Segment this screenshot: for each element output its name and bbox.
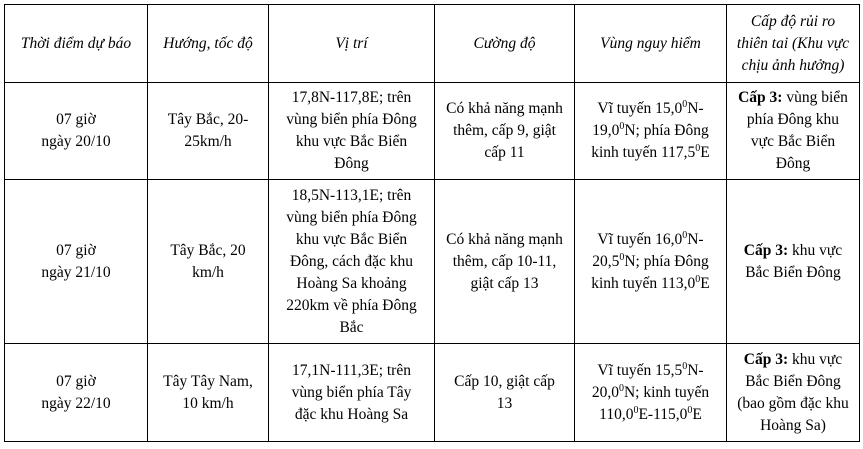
danger-line: 19,0$^0$N; phía Đông <box>592 121 709 139</box>
cell-intensity <box>435 180 575 344</box>
position-line: đặc khu Hoàng Sa <box>294 405 409 423</box>
header-risk-line: Cấp độ rủi ro <box>750 12 836 30</box>
cell-time <box>5 344 148 442</box>
danger-line: 20,0$^0$N; kinh tuyến <box>591 382 710 401</box>
position-line: 220km về phía Đông <box>286 296 417 314</box>
header-row <box>5 5 860 83</box>
time-line: ngày 20/10 <box>41 133 111 150</box>
risk-line: (bao gồm đặc khu <box>737 394 849 412</box>
direction-line: Tây Tây Nam, <box>163 372 253 390</box>
position-line: khu vực Bắc Biển <box>295 133 408 150</box>
risk-line: Cấp 3: vùng biển <box>738 89 848 106</box>
time-line: 07 giờ <box>56 111 96 128</box>
danger-line: 20,5$^0$N; phía Đông <box>592 251 709 270</box>
risk-line: Bắc Biển Đông <box>745 372 841 390</box>
cell-danger-zone <box>575 180 727 344</box>
risk-line: Cấp 3: khu vực <box>743 241 843 259</box>
position-line: vùng biển phía Đông <box>286 111 417 128</box>
cell-position <box>269 344 435 442</box>
intensity-line: thêm, cấp 10-11, <box>452 252 557 270</box>
risk-level: Cấp 3: <box>738 89 783 106</box>
cell-time <box>5 180 148 344</box>
direction-line: 10 km/h <box>182 394 234 412</box>
direction-line: 25km/h <box>184 133 232 150</box>
position-line: Bắc <box>339 318 364 336</box>
position-line: 17,8N-117,8E; trên <box>291 89 412 106</box>
direction-line: km/h <box>192 263 224 281</box>
cell-risk <box>727 83 860 180</box>
header-danger-zone: Vùng nguy hiểm <box>575 5 727 83</box>
danger-line: 110,0$^0$E-115,0$^0$E <box>599 404 702 423</box>
risk-level: Cấp 3: <box>743 241 789 259</box>
cell-intensity <box>435 344 575 442</box>
header-risk-line: thiên tai (Khu vực <box>736 34 850 52</box>
position-line: 17,1N-111,3E; trên <box>292 361 411 379</box>
cell-danger-zone <box>575 83 727 180</box>
risk-line: Đông <box>775 155 811 172</box>
cell-direction <box>148 344 269 442</box>
time-line: ngày 22/10 <box>41 394 111 412</box>
cell-position <box>269 83 435 180</box>
risk-line: Cấp 3: khu vực <box>743 350 843 368</box>
danger-line: Vĩ tuyến 15,5$^0$N- <box>597 360 704 379</box>
danger-line: Vĩ tuyến 15,0$^0$N- <box>597 99 704 117</box>
position-line: 18,5N-113,1E; trên <box>291 186 412 204</box>
intensity-line: Có khả năng mạnh <box>446 230 563 248</box>
risk-line: vực Bắc Biển <box>750 133 836 150</box>
table-row <box>5 180 860 344</box>
header-direction: Hướng, tốc độ <box>148 5 269 83</box>
danger-line: kinh tuyến 113,0$^0$E <box>591 273 710 292</box>
position-line: khu vực Bắc Biển <box>295 230 408 248</box>
danger-line: kinh tuyến 117,5$^0$E <box>591 143 710 161</box>
header-time: Thời điểm dự báo <box>5 5 148 83</box>
danger-line: Vĩ tuyến 16,0$^0$N- <box>597 229 704 248</box>
header-position: Vị trí <box>269 5 435 83</box>
risk-level: Cấp 3: <box>743 350 789 368</box>
cell-direction <box>148 83 269 180</box>
time-line: ngày 21/10 <box>41 263 111 281</box>
risk-line: Bắc Biển Đông <box>745 263 841 281</box>
cell-position <box>269 180 435 344</box>
position-line: vùng biển phía Đông <box>286 208 417 226</box>
position-line: vùng biển phía Tây <box>291 383 412 401</box>
header-risk-level <box>727 5 860 83</box>
table-row <box>5 344 860 442</box>
cell-direction <box>148 180 269 344</box>
position-line: Hoàng Sa khoảng <box>296 274 407 292</box>
cell-risk <box>727 344 860 442</box>
intensity-line: Có khả năng mạnh <box>446 100 563 117</box>
cell-time <box>5 83 148 180</box>
risk-line: phía Đông khu <box>746 111 840 128</box>
intensity-line: thêm, cấp 9, giật <box>453 122 556 139</box>
risk-line: Hoàng Sa) <box>760 416 826 434</box>
table-row <box>5 83 860 180</box>
position-line: Đông <box>334 155 369 172</box>
storm-forecast-table <box>4 4 860 442</box>
cell-risk <box>727 180 860 344</box>
header-risk-line: chịu ảnh hưởng) <box>741 56 845 74</box>
time-line: 07 giờ <box>56 241 96 259</box>
position-line: Đông, cách đặc khu <box>289 252 414 270</box>
direction-line: Tây Bắc, 20 <box>170 241 246 259</box>
time-line: 07 giờ <box>56 372 96 390</box>
cell-intensity <box>435 83 575 180</box>
intensity-line: cấp 11 <box>484 144 525 161</box>
direction-line: Tây Bắc, 20- <box>167 111 249 128</box>
cell-danger-zone <box>575 344 727 442</box>
intensity-line: Cấp 10, giật cấp <box>454 372 555 390</box>
header-intensity: Cường độ <box>435 5 575 83</box>
intensity-line: giật cấp 13 <box>470 274 539 292</box>
intensity-line: 13 <box>496 394 513 412</box>
